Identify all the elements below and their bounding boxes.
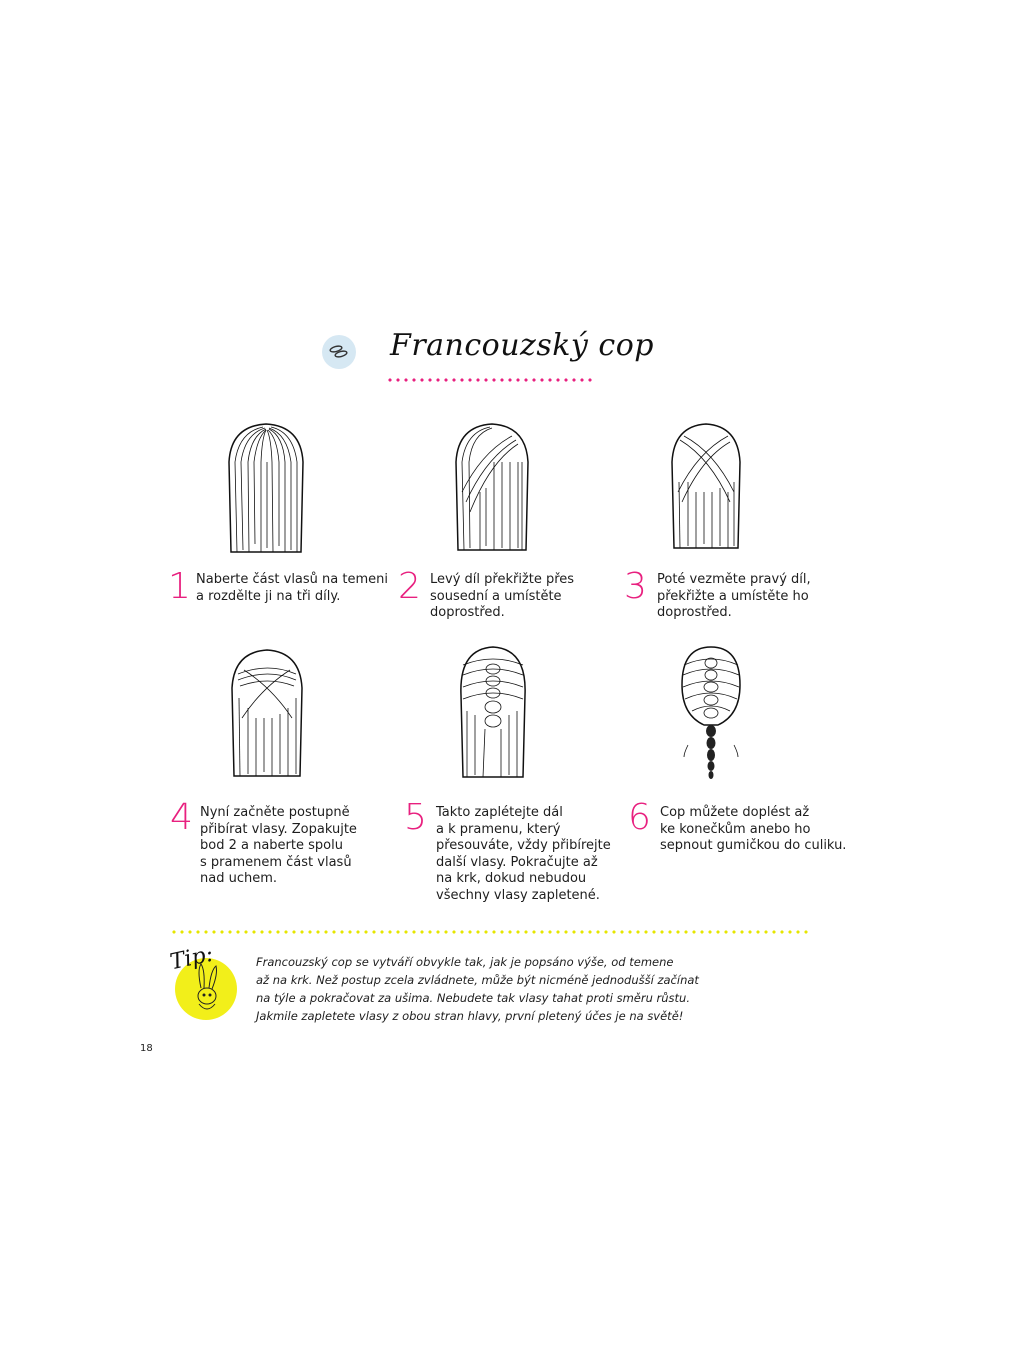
step-6-illustration bbox=[678, 645, 744, 781]
step-number-3: 3 bbox=[624, 566, 647, 607]
step-3-line-2: překřižte a umístěte ho bbox=[657, 588, 809, 604]
step-3-illustration bbox=[668, 422, 744, 552]
step-5-illustration bbox=[455, 645, 531, 781]
step-5-line-5: na krk, dokud nebudou bbox=[436, 871, 587, 886]
tip-line-3: na týle a pokračovat za ušima. Nebudete tak vlasy tahat proti směru růstu. bbox=[256, 991, 690, 1005]
tip-line-1: Francouzský cop se vytváří obvykle tak, jak je popsáno výše, od temene bbox=[256, 955, 674, 969]
step-number-6: 6 bbox=[628, 797, 651, 838]
step-6-text bbox=[660, 805, 846, 855]
tip-divider bbox=[170, 930, 810, 934]
step-2-line-1: Levý díl překřižte přes bbox=[430, 572, 575, 587]
step-number-4: 4 bbox=[170, 797, 193, 838]
step-1-line-1: Naberte část vlasů na temeni bbox=[196, 572, 388, 587]
tip-line-4: Jakmile zapletete vlasy z obou stran hlavy, první pletený účes je na světě! bbox=[256, 1009, 684, 1023]
step-2-line-2: sousední a umístěte bbox=[430, 588, 562, 604]
step-4-line-2: přibírat vlasy. Zopakujte bbox=[200, 821, 357, 837]
title-divider bbox=[386, 378, 592, 382]
step-4-line-5: nad uchem. bbox=[200, 871, 278, 886]
step-6-line-1: Cop můžete doplést až bbox=[660, 805, 810, 820]
step-4-line-3: bod 2 a naberte spolu bbox=[200, 838, 343, 853]
step-1-illustration bbox=[225, 422, 307, 558]
step-number-5: 5 bbox=[404, 797, 427, 838]
step-6-line-2: ke konečkům anebo ho bbox=[660, 821, 811, 837]
step-5-line-1: Takto zaplétejte dál bbox=[436, 805, 563, 820]
step-6-line-3: sepnout gumičkou do culiku. bbox=[660, 838, 847, 853]
step-number-1: 1 bbox=[168, 566, 191, 607]
hair-clip-badge bbox=[322, 335, 356, 369]
tip-text bbox=[256, 953, 699, 1025]
tip-line-2: až na krk. Než postup zcela zvládnete, může být nicméně jednodušší začínat bbox=[256, 973, 699, 987]
step-5-line-2: a k pramenu, který bbox=[436, 821, 561, 837]
step-2-illustration bbox=[452, 422, 532, 554]
step-3-line-1: Poté vezměte pravý díl, bbox=[657, 572, 811, 587]
step-1-text bbox=[196, 572, 388, 605]
page-title: Francouzský cop bbox=[390, 328, 654, 363]
step-3-text bbox=[657, 572, 811, 622]
step-5-line-4: další vlasy. Pokračujte až bbox=[436, 854, 598, 870]
step-4-line-1: Nyní začněte postupně bbox=[200, 805, 350, 820]
step-3-line-3: doprostřed. bbox=[657, 605, 732, 620]
step-1-line-2: a rozdělte ji na tři díly. bbox=[196, 588, 341, 604]
step-5-text bbox=[436, 805, 611, 904]
step-2-line-3: doprostřed. bbox=[430, 605, 505, 620]
step-5-line-3: přesouváte, vždy přibírejte bbox=[436, 838, 611, 853]
step-2-text bbox=[430, 572, 574, 622]
tip-label: Tip: bbox=[167, 941, 216, 976]
step-5-line-6: všechny vlasy zapletené. bbox=[436, 887, 600, 903]
step-4-illustration bbox=[228, 648, 306, 780]
step-4-text bbox=[200, 805, 357, 888]
step-number-2: 2 bbox=[398, 566, 421, 607]
step-4-line-4: s pramenem část vlasů bbox=[200, 854, 352, 870]
page-number: 18 bbox=[140, 1043, 153, 1054]
hair-clip-icon bbox=[322, 335, 356, 369]
